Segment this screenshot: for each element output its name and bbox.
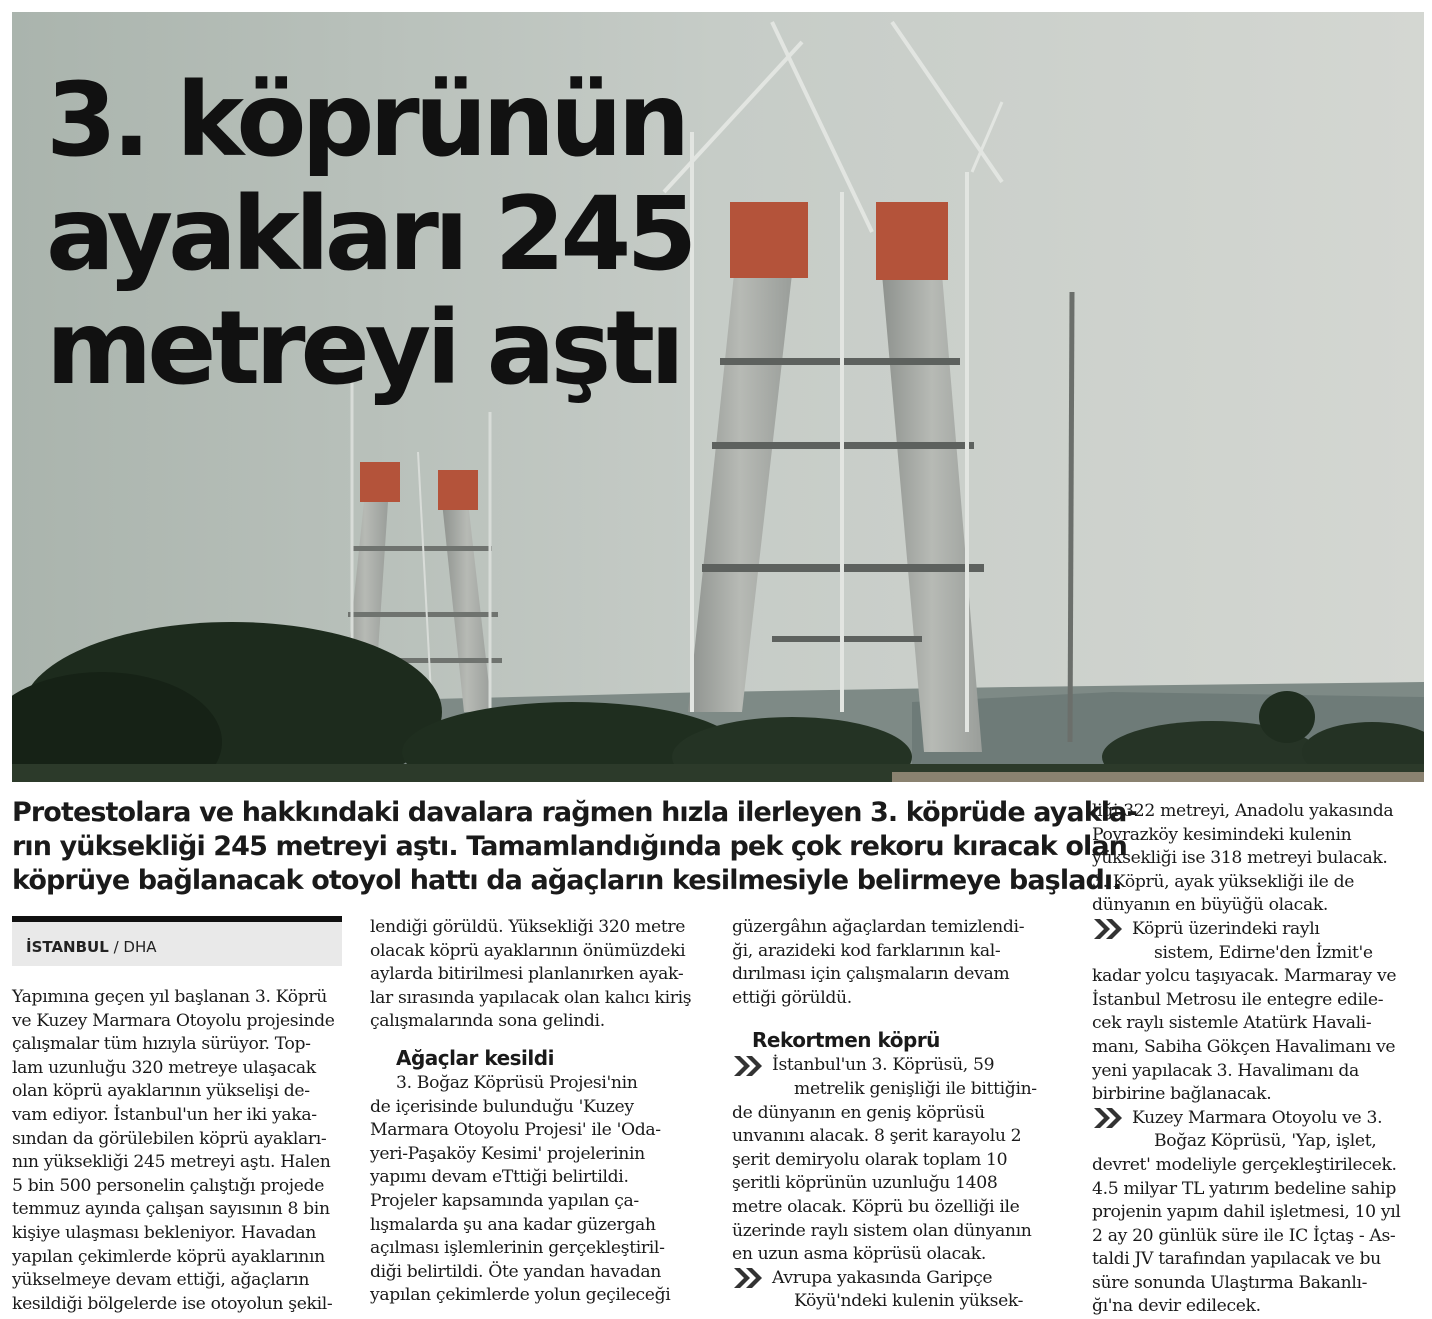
text-line: lar sırasında yapılacak olan kalıcı kiriş [370, 987, 692, 1008]
text-line: 3. Köprü, ayak yüksekliği ile de [1092, 871, 1355, 892]
byline [12, 916, 342, 966]
text-line: olacak köprü ayaklarının önümüzdeki [370, 940, 686, 961]
text-line: ği, arazideki kod farklarının kal- [732, 940, 1001, 961]
bridge-photo [12, 12, 1424, 782]
text-line: aylarda bitirilmesi planlanırken ayak- [370, 964, 684, 985]
text-line: metre olacak. Köprü bu özelliği ile [732, 1196, 1020, 1217]
body-paragraph [1092, 800, 1422, 918]
text-line: kadar yolcu taşıyacak. Marmaray ve [1092, 966, 1397, 987]
body-paragraph [370, 1072, 710, 1308]
text-line-content: İstanbul'un 3. Köprüsü, 59 [772, 1055, 995, 1076]
column-3 [732, 916, 1067, 1314]
text-line: açılması işlemlerinin gerçekleştiril- [370, 1238, 665, 1259]
body-paragraph [732, 916, 1067, 1010]
text-line: olan köprü ayaklarının yükselişi de- [12, 1081, 310, 1102]
text-line: dırılması için çalışmaların devam [732, 964, 1010, 985]
byline-agency: DHA [123, 938, 157, 956]
text-line [732, 1267, 1067, 1291]
text-line: sından da görülebilen köprü ayakları- [12, 1128, 327, 1149]
text-line: ğı'na devir edilecek. [1092, 1296, 1261, 1317]
chevron-right-icon [1092, 919, 1126, 939]
text-line: birbirine bağlanacak. [1092, 1084, 1272, 1105]
text-line: Yapımına geçen yıl başlanan 3. Köprü [12, 987, 327, 1007]
text-line: lendiği görüldü. Yüksekliği 320 metre [370, 917, 686, 937]
text-line: yeri-Paşaköy Kesimi' projelerinin [370, 1143, 645, 1164]
text-line: metrelik genişliği ile bittiğin- [794, 1078, 1037, 1099]
body-paragraph [732, 1054, 1067, 1266]
text-line: dünyanın en büyüğü olacak. [1092, 895, 1329, 916]
text-line: en uzun asma köprüsü olacak. [732, 1244, 986, 1265]
text-line: kişiye ulaşması bekleniyor. Havadan [12, 1222, 316, 1243]
text-line: şerit demiryolu olarak toplam 10 [732, 1149, 1008, 1170]
text-line: diği belirtildi. Öte yandan havadan [370, 1261, 661, 1282]
text-line: vam ediyor. İstanbul'un her iki yaka- [12, 1104, 317, 1125]
column-1 [12, 986, 347, 1316]
text-line: devret' modeliyle gerçekleştirilecek. [1092, 1154, 1397, 1175]
body-paragraph [1092, 1107, 1422, 1319]
text-line: lam uzunluğu 320 metreye ulaşacak [12, 1057, 316, 1078]
headline [46, 61, 693, 408]
text-line: ve Kuzey Marmara Otoyolu projesinde [12, 1010, 335, 1031]
body-paragraph [732, 1267, 1067, 1314]
chevron-right-icon [732, 1268, 766, 1288]
text-line: yapılan çekimlerde yolun geçileceği [370, 1285, 671, 1306]
text-line: güzergâhın ağaçlardan temizlendi- [732, 917, 1025, 937]
text-line: 4.5 milyar TL yatırım bedeline sahip [1092, 1178, 1396, 1199]
text-line: manı, Sabiha Gökçen Havalimanı ve [1092, 1036, 1396, 1057]
text-line: Projeler kapsamında yapılan ça- [370, 1190, 639, 1211]
text-line: çalışmalarında sona gelindi. [370, 1011, 605, 1032]
text-line: de dünyanın en geniş köprüsü [732, 1102, 985, 1123]
text-line: Poyrazköy kesimindeki kulenin [1092, 824, 1352, 845]
text-line: ettiği görüldü. [732, 987, 852, 1008]
text-line-content: Kuzey Marmara Otoyolu ve 3. [1132, 1107, 1383, 1128]
headline-line-3: metreyi aştı [46, 289, 680, 408]
lead-line: rın yüksekliği 245 metreyi aştı. Tamamlandığında pek çok rekoru kıracak olan [12, 831, 1127, 862]
text-line: sistem, Edirne'den İzmit'e [1154, 942, 1373, 963]
column-4 [1092, 800, 1422, 1319]
text-line: temmuz ayında çalışan sayısının 8 bin [12, 1199, 330, 1220]
text-line: taldi JV tarafından yapılacak ve bu [1092, 1249, 1381, 1270]
text-line-content: Köprü üzerindeki raylı [1132, 918, 1320, 939]
text-line [1092, 1107, 1422, 1131]
subhead-agaclar: Ağaçlar kesildi [396, 1045, 554, 1070]
chevron-right-icon [1092, 1108, 1126, 1128]
headline-line-1: 3. köprünün [46, 61, 686, 180]
lead-line: Protestolara ve hakkındaki davalara rağmen hızla ilerleyen 3. köprüde ayakla- [12, 797, 1137, 828]
text-line: nın yüksekliği 245 metreyi aştı. Halen [12, 1152, 331, 1173]
text-line: de içerisinde bulunduğu 'Kuzey [370, 1096, 634, 1117]
chevron-right-icon [732, 1056, 766, 1076]
lead-paragraph [12, 796, 1137, 898]
lead-line: köprüye bağlanacak otoyol hattı da ağaçların kesilmesiyle belirmeye başladı. [12, 865, 1122, 896]
text-line: yeni yapılacak 3. Havalimanı da [1092, 1060, 1359, 1081]
text-line: cek raylı sistemle Atatürk Havali- [1092, 1013, 1372, 1034]
text-line: şeritli köprünün uzunluğu 1408 [732, 1173, 998, 1194]
text-line-content: Avrupa yakasında Garipçe [772, 1267, 993, 1288]
body-paragraph [1092, 918, 1422, 1107]
text-line: Marmara Otoyolu Projesi' ile 'Oda- [370, 1120, 661, 1141]
text-line: projenin yapım dahil işletmesi, 10 yıl [1092, 1202, 1401, 1223]
text-line: kesildiği bölgelerde ise otoyolun şekil- [12, 1293, 333, 1314]
text-line: Boğaz Köprüsü, 'Yap, işlet, [1154, 1131, 1377, 1152]
body-paragraph [370, 916, 710, 1034]
text-line: yükselmeye devam ettiği, ağaçların [12, 1270, 310, 1291]
text-line: 5 bin 500 personelin çalıştığı projede [12, 1175, 325, 1196]
text-line: üzerinde raylı sistem olan dünyanın [732, 1220, 1032, 1241]
text-line: 3. Boğaz Köprüsü Projesi'nin [396, 1072, 638, 1093]
subhead-rekortmen: Rekortmen köprü [752, 1028, 940, 1053]
text-line: Köyü'ndeki kulenin yüksek- [794, 1291, 1024, 1312]
text-line: çalışmalar tüm hızıyla sürüyor. Top- [12, 1034, 311, 1055]
text-line [732, 1054, 1067, 1078]
text-line: 2 ay 20 günlük süre ile IC İçtaş - As- [1092, 1225, 1396, 1246]
text-line: yapılan çekimlerde köprü ayaklarının [12, 1246, 325, 1267]
text-line: unvanını alacak. 8 şerit karayolu 2 [732, 1126, 1022, 1147]
text-line: yüksekliği ise 318 metreyi bulacak. [1092, 848, 1388, 869]
text-line: İstanbul Metrosu ile entegre edile- [1092, 989, 1384, 1010]
column-2 [370, 916, 710, 1308]
text-line [1092, 918, 1422, 942]
text-line: liği 322 metreyi, Anadolu yakasında [1092, 801, 1394, 821]
text-line: yapımı devam eTttiği belirtildi. [370, 1167, 629, 1188]
text-line: lışmalarda şu ana kadar güzergah [370, 1214, 656, 1235]
byline-separator: / [108, 938, 124, 956]
text-line: süre sonunda Ulaştırma Bakanlı- [1092, 1272, 1368, 1293]
byline-location: İSTANBUL [26, 938, 109, 956]
headline-line-2: ayakları 245 [46, 175, 693, 294]
body-paragraph [12, 986, 347, 1316]
